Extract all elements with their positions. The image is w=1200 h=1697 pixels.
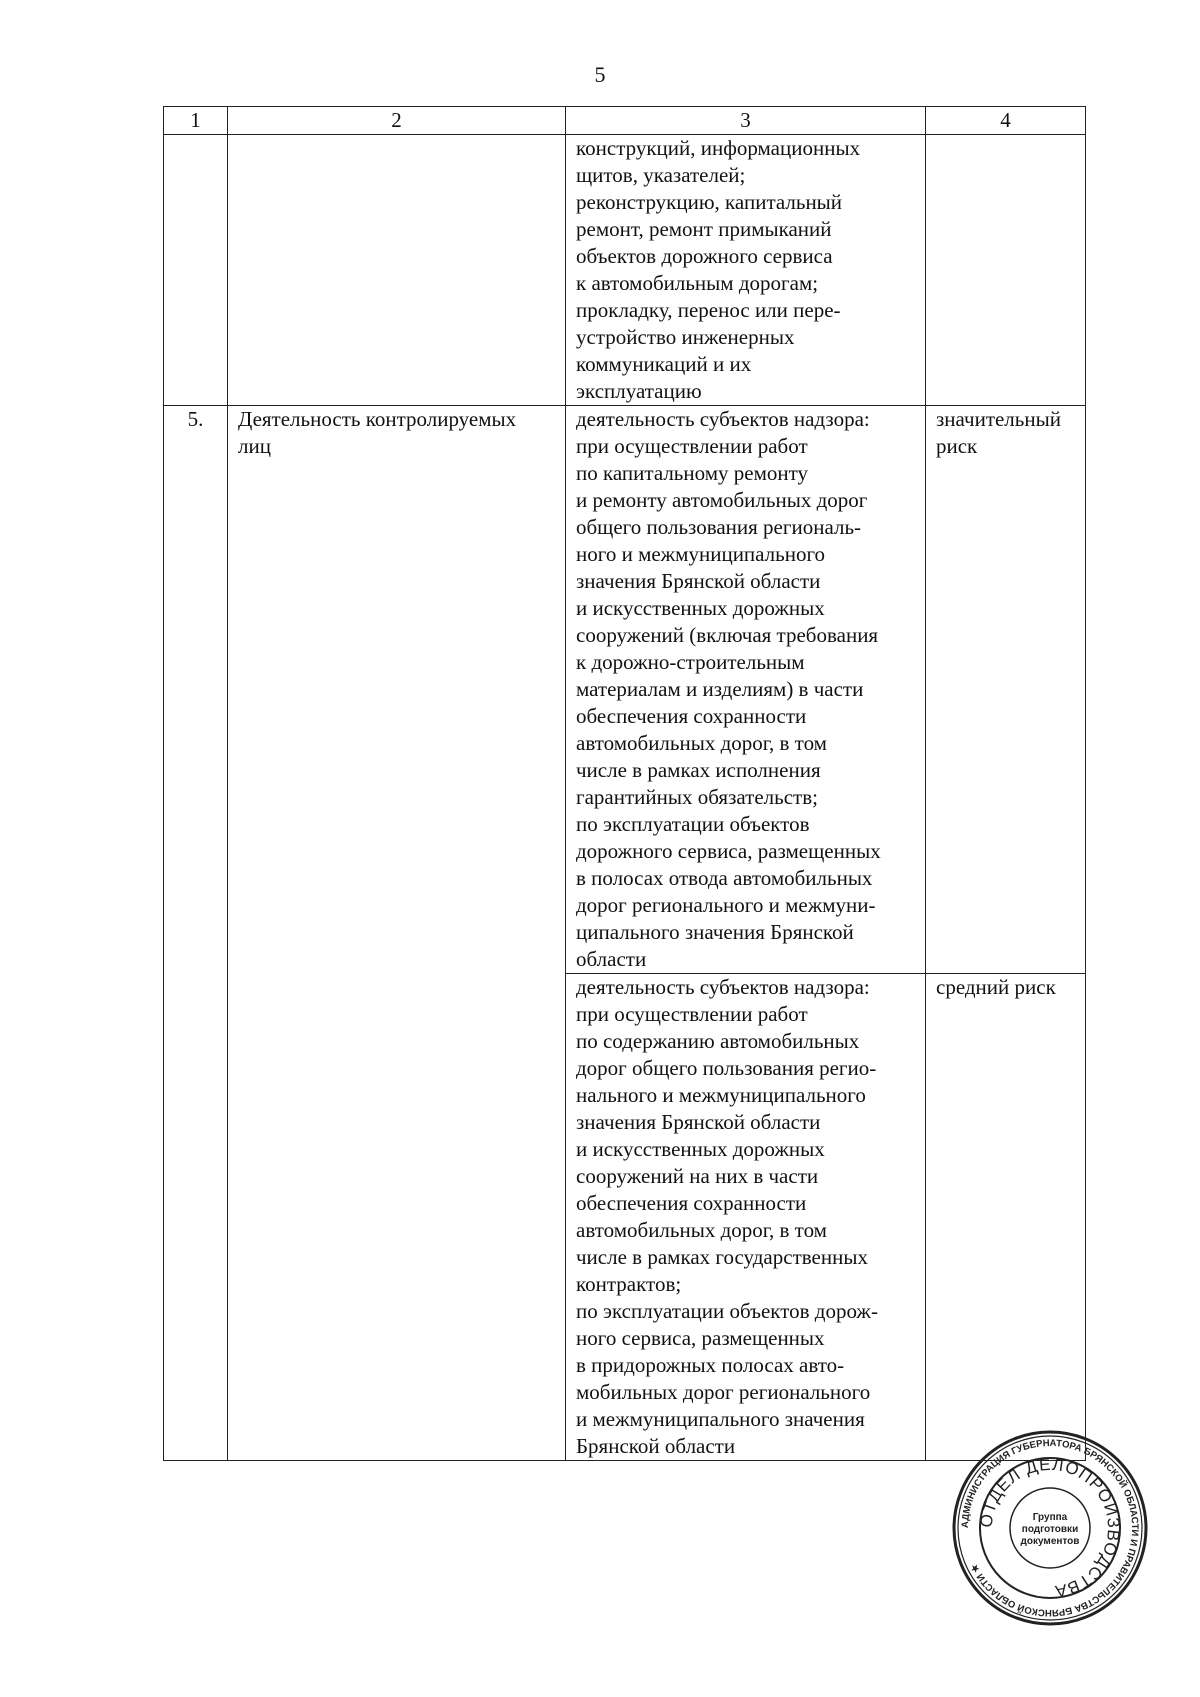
risk-category: значительный риск — [926, 406, 1086, 974]
risk-table — [163, 106, 1086, 1461]
table-row-5a — [164, 406, 1086, 974]
svg-text:АДМИНИСТРАЦИЯ ГУБЕРНАТОРА БРЯН: АДМИНИСТРАЦИЯ ГУБЕРНАТОРА БРЯНСКОЙ ОБЛАСТИ И ПРАВИТЕЛЬСТВА БРЯНСКОЙ ОБЛАСТИ ★ — [959, 1437, 1141, 1619]
activity-description: деятельность субъектов надзора: при осуществлении работ по содержанию автомобильных дорог общего пользования регио- нального и межмуниципального значения Брянской области и искусственных дорожных сооружений на них в части обеспечения сохранности автомобильных дорог, в том числе в рамках государственных контрактов; по эксплуатации объектов дорож- ного сервиса, размещенных в придорожных полосах авто- мобильных дорог регионального и межмуниципального значения Брянской области — [566, 974, 926, 1461]
svg-text:Группа: Группа — [1032, 1512, 1068, 1523]
table-row-continuation — [164, 135, 1086, 406]
official-stamp — [950, 1428, 1150, 1628]
cell-empty — [228, 135, 566, 406]
svg-text:документов: документов — [1020, 1536, 1080, 1547]
header-col-2: 2 — [228, 107, 566, 135]
header-col-1: 1 — [164, 107, 228, 135]
svg-text:ОТДЕЛ ДЕЛОПРОИЗВОДСТВА: ОТДЕЛ ДЕЛОПРОИЗВОДСТВА — [976, 1454, 1124, 1602]
header-col-3: 3 — [566, 107, 926, 135]
activity-description: деятельность субъектов надзора: при осуществлении работ по капитальному ремонту и ремонту автомобильных дорог общего пользования региональ- ного и межмуниципального значения Брянской области и искусственных дорожных сооружений (включая требования к дорожно-строительным материалам и изделиям) в части обеспечения сохранности автомобильных дорог, в том числе в рамках исполнения гарантийных обязательств; по эксплуатации объектов дорожного сервиса, размещенных в полосах отвода автомобильных дорог регионального и межмуни- ципального значения Брянской области — [566, 406, 926, 974]
table-header-row — [164, 107, 1086, 135]
cell-empty — [926, 135, 1086, 406]
risk-category: средний риск — [926, 974, 1086, 1461]
stamp-seal — [950, 1428, 1150, 1628]
continuation-description: конструкций, информационных щитов, указателей; реконструкцию, капитальный ремонт, ремонт примыканий объектов дорожного сервиса к автомобильным дорогам; прокладку, перенос или пере- устройство инженерных коммуникаций и их эксплуатацию — [566, 135, 926, 406]
page-number: 5 — [594, 62, 606, 87]
row-number: 5. — [164, 406, 228, 1461]
cell-empty — [164, 135, 228, 406]
svg-text:подготовки: подготовки — [1021, 1524, 1079, 1535]
header-col-4: 4 — [926, 107, 1086, 135]
activity-name: Деятельность контролируемых лиц — [228, 406, 566, 1461]
